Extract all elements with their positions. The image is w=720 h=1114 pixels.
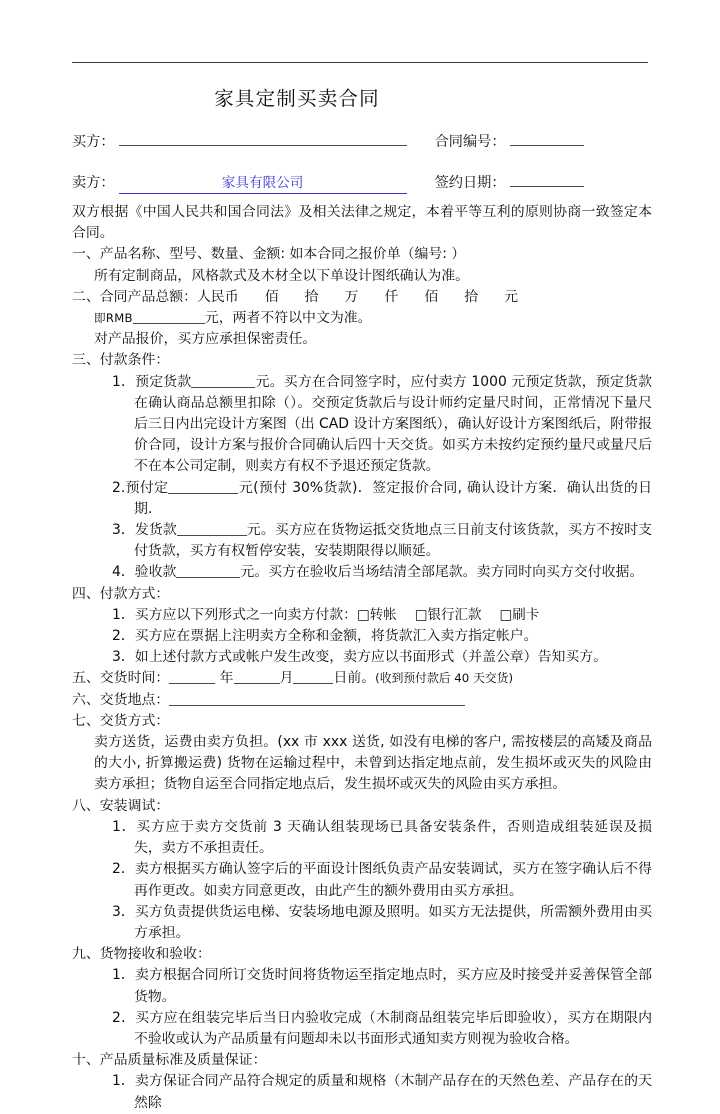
section-8-heading: 八、安装调试： [72, 797, 170, 814]
payment-item-2 [72, 478, 652, 520]
install-item-2-no: 2． [112, 861, 135, 878]
delivery-place-label: 六、交货地点： [72, 691, 170, 708]
payment-item-3-no: 3． [112, 522, 135, 539]
section-2-note: 对产品报价，买方应承担保密责任。 [94, 331, 317, 348]
buyer-row [72, 128, 652, 153]
payment-item-1-text: 元。买方在合同签字时，应付卖方 1000 元预定货款，预定货款在确认商品总额里扣除（）。交预定货款后与设计师约定量尺时间，正常情况下量尺后三日内出完设计方案图（出 CAD 设计方案图纸），确认好设计方案图纸后，附带报价合同，设计方案与报价合同确认后四十天交货。如买方未按约定预约量尺或量尺后不在本公司定制，则卖方有权不予退还预定货款。 [134, 373, 652, 475]
receipt-item-1 [72, 965, 652, 1007]
section-7-heading: 七、交货方式： [72, 712, 170, 729]
sign-date-label: 签约日期： [434, 175, 506, 191]
receipt-item-1-no: 1． [112, 967, 135, 984]
sign-date-input[interactable] [510, 169, 584, 187]
section-4-heading: 四、付款方式： [72, 585, 170, 602]
quality-item-1-no: 1． [112, 1073, 135, 1090]
payment-item-1-input[interactable] [191, 372, 255, 388]
section-3-heading: 三、付款条件： [72, 352, 170, 369]
payment-item-3 [72, 520, 652, 562]
delivery-day-input[interactable] [293, 668, 333, 684]
payment-item-3-text: 元。买方应在货物运抵交货地点三日前支付该货款，买方不按时支付货款，买方有权暂停安装，安装期限得以顺延。 [134, 522, 652, 560]
delivery-place-input[interactable] [169, 690, 465, 706]
payment-item-2-text: 元(预付 30%货款)．签定报价合同, 确认设计方案．确认出货的日期. [134, 479, 652, 517]
header-rule [72, 62, 648, 63]
method-item-2-text: 买方应在票据上注明卖方全称和金额，将货款汇入卖方指定帐户。 [134, 628, 538, 645]
install-item-2 [72, 859, 652, 901]
payment-item-4-no: 4． [112, 564, 135, 581]
install-item-1 [72, 817, 652, 859]
amount-unit-shi-1: 拾 [304, 288, 319, 305]
receipt-item-1-text: 卖方根据合同所订交货时间将货物运至指定地点时，买方应及时接受并妥善保管全部货物。 [134, 967, 652, 1005]
checkbox-bank-remittance[interactable]: □银行汇款 [414, 606, 482, 623]
install-item-3-no: 3． [112, 903, 135, 920]
method-item-1-no: 1． [112, 606, 135, 623]
payment-item-4-input[interactable] [176, 562, 240, 578]
quality-item-1-text: 卖方保证合同产品符合规定的质量和规格（木制产品存在的天然色差、产品存在的天然除 [134, 1073, 652, 1111]
rmb-amount-input[interactable] [133, 308, 205, 324]
rmb-prefix: 即RMB [94, 311, 133, 326]
payment-item-4-label: 验收款 [134, 564, 177, 581]
install-item-1-text: 买方应于卖方交货前 3 天确认组装现场已具备安装条件，否则造成组装延误及损失，卖方不承担责任。 [134, 818, 652, 857]
method-item-2-no: 2． [112, 628, 135, 645]
section-2-rmb-line [72, 308, 652, 329]
payment-item-3-input[interactable] [177, 520, 247, 536]
section-7-note: 卖方送货，运费由卖方负担。(xx 市 xxx 送货, 如没有电梯的客户, 需按楼层的高矮及商品的大小, 折算搬运费) 货物在运输过程中，未曾到达指定地点前，发生损坏或灭失的风险由卖方承担；货物自运至合同指定地点后，发生损坏或灭失的风险由买方承担。 [94, 734, 652, 793]
payment-item-3-label: 发货款 [134, 522, 177, 539]
method-item-3 [72, 647, 652, 668]
checkbox-transfer[interactable]: □转帐 [357, 606, 397, 623]
year-label: 年 [219, 670, 234, 687]
checkbox-card[interactable]: □刷卡 [499, 606, 540, 623]
day-label: 日前。 [333, 670, 376, 687]
payment-item-2-label: 预付定 [125, 479, 169, 496]
quality-item-1 [72, 1071, 652, 1113]
install-item-3-text: 买方负责提供货运电梯、安装场地电源及照明。如买方无法提供，所需额外费用由买方承担。 [134, 903, 652, 941]
method-item-3-text: 如上述付款方式或帐户发生改变，卖方应以书面形式（并盖公章）告知买方。 [134, 649, 608, 666]
rmb-suffix: 元，两者不符以中文为准。 [204, 310, 372, 327]
receipt-item-2-text: 买方应在组装完毕后当日内验收完成（木制商品组装完毕后即验收），买方在期限内不验收或认为产品质量有问题却未以书面形式通知卖方则视为验收合格。 [134, 1009, 652, 1047]
month-label: 月 [279, 670, 294, 687]
section-2-heading [72, 287, 652, 308]
document-body [72, 84, 652, 1114]
delivery-time-note: (收到预付款后 40 天交货) [375, 671, 514, 686]
section-10-heading: 十、产品质量标准及质量保证： [72, 1052, 267, 1069]
method-item-2 [72, 626, 652, 647]
buyer-label: 买方： [72, 134, 115, 150]
method-item-1-text: 买方应以下列形式之一向卖方付款： [134, 606, 357, 623]
amount-unit-qian: 仟 [384, 288, 399, 305]
amount-unit-bai-2: 佰 [424, 288, 439, 305]
section-2-heading-prefix: 二、合同产品总额：人民币 [72, 288, 239, 305]
section-6-delivery-place [72, 690, 652, 711]
install-item-3 [72, 902, 652, 944]
seller-row [72, 169, 652, 194]
method-item-3-no: 3． [112, 649, 135, 666]
payment-item-1 [72, 372, 652, 478]
delivery-month-input[interactable] [234, 668, 280, 684]
amount-unit-yuan: 元 [504, 288, 519, 305]
payment-item-2-input[interactable] [168, 478, 238, 494]
seller-input[interactable]: 家具有限公司 [119, 175, 407, 194]
amount-unit-bai-1: 佰 [264, 288, 279, 305]
contract-no-label: 合同编号： [434, 134, 506, 150]
section-1-heading: 一、产品名称、型号、数量、金额: 如本合同之报价单（编号: ） [72, 246, 466, 263]
install-item-2-text: 卖方根据买方确认签字后的平面设计图纸负责产品安装调试，买方在签字确认后不得再作更改。如卖方同意更改，由此产生的额外费用由买方承担。 [134, 861, 652, 899]
receipt-item-2 [72, 1008, 652, 1050]
preamble-text: 双方根据《中国人民共和国合同法》及相关法律之规定，本着平等互利的原则协商一致签定本合同。 [72, 204, 652, 242]
amount-unit-shi-2: 拾 [464, 288, 479, 305]
amount-unit-wan: 万 [344, 288, 359, 305]
section-9-heading: 九、货物接收和验收： [72, 946, 211, 963]
buyer-input[interactable] [119, 128, 407, 146]
method-item-1 [72, 605, 652, 626]
install-item-1-no: 1． [112, 818, 137, 835]
page-title: 家具定制买卖合同 [214, 87, 380, 110]
delivery-time-label: 五、交货时间： [72, 670, 170, 687]
section-5-delivery-time [72, 668, 652, 689]
payment-item-1-label: 预定货款 [135, 373, 192, 390]
section-1-note: 所有定制商品，风格款式及木材全以下单设计图纸确认为准。 [94, 267, 470, 284]
payment-item-4 [72, 562, 652, 583]
receipt-item-2-no: 2． [112, 1009, 136, 1026]
delivery-year-input[interactable] [169, 668, 215, 684]
payment-item-2-no: 2. [112, 479, 126, 496]
seller-label: 卖方： [72, 175, 115, 191]
payment-item-1-no: 1． [112, 373, 136, 390]
contract-no-input[interactable] [510, 128, 584, 146]
payment-item-4-text: 元。买方在验收后当场结清全部尾款。卖方同时向买方交付收据。 [240, 564, 644, 581]
